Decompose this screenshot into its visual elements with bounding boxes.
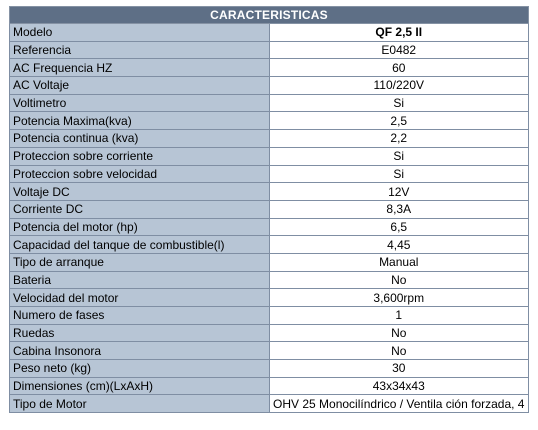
spec-label: Tipo de arranque bbox=[10, 253, 270, 271]
spec-value: No bbox=[269, 324, 529, 342]
spec-value: QF 2,5 II bbox=[269, 24, 529, 42]
spec-value: 43x34x43 bbox=[269, 377, 529, 395]
table-header-row bbox=[10, 7, 529, 24]
spec-value: No bbox=[269, 342, 529, 360]
spec-value: 6,5 bbox=[269, 218, 529, 236]
table-title: CARACTERISTICAS bbox=[10, 7, 529, 24]
table-row bbox=[10, 289, 529, 307]
spec-value: Si bbox=[269, 94, 529, 112]
table-row bbox=[10, 165, 529, 183]
table-row bbox=[10, 94, 529, 112]
spec-label: Referencia bbox=[10, 41, 270, 59]
spec-value: Si bbox=[269, 165, 529, 183]
spec-value: 2,5 bbox=[269, 112, 529, 130]
spec-label: Tipo de Motor bbox=[10, 395, 270, 413]
table-row bbox=[10, 112, 529, 130]
spec-value: 3,600rpm bbox=[269, 289, 529, 307]
spec-label: Capacidad del tanque de combustible(l) bbox=[10, 236, 270, 254]
table-row bbox=[10, 324, 529, 342]
table-row bbox=[10, 24, 529, 42]
spec-label: Proteccion sobre velocidad bbox=[10, 165, 270, 183]
spec-value: 110/220V bbox=[269, 77, 529, 95]
spec-value: 60 bbox=[269, 59, 529, 77]
spec-label: AC Voltaje bbox=[10, 77, 270, 95]
spec-label: Dimensiones (cm)(LxAxH) bbox=[10, 377, 270, 395]
table-row bbox=[10, 253, 529, 271]
spec-value: 30 bbox=[269, 360, 529, 378]
table-row bbox=[10, 200, 529, 218]
table-row bbox=[10, 360, 529, 378]
spec-value: 1 bbox=[269, 307, 529, 325]
spec-value: 4,45 bbox=[269, 236, 529, 254]
spec-value: Manual bbox=[269, 253, 529, 271]
table-row bbox=[10, 218, 529, 236]
spec-label: AC Frequencia HZ bbox=[10, 59, 270, 77]
table-row bbox=[10, 147, 529, 165]
spec-value: E0482 bbox=[269, 41, 529, 59]
spec-value: 2,2 bbox=[269, 130, 529, 148]
spec-label: Modelo bbox=[10, 24, 270, 42]
spec-value: No bbox=[269, 271, 529, 289]
table-row bbox=[10, 342, 529, 360]
table-row bbox=[10, 377, 529, 395]
spec-label: Numero de fases bbox=[10, 307, 270, 325]
table-body bbox=[10, 24, 529, 413]
table-row bbox=[10, 395, 529, 413]
spec-label: Ruedas bbox=[10, 324, 270, 342]
table-row bbox=[10, 59, 529, 77]
spec-label: Potencia del motor (hp) bbox=[10, 218, 270, 236]
spec-label: Voltimetro bbox=[10, 94, 270, 112]
table-row bbox=[10, 271, 529, 289]
spec-label: Potencia Maxima(kva) bbox=[10, 112, 270, 130]
table-row bbox=[10, 236, 529, 254]
spec-label: Corriente DC bbox=[10, 200, 270, 218]
spec-label: Potencia continua (kva) bbox=[10, 130, 270, 148]
spec-value: Si bbox=[269, 147, 529, 165]
spec-label: Cabina Insonora bbox=[10, 342, 270, 360]
spec-value: 8,3A bbox=[269, 200, 529, 218]
table-row bbox=[10, 41, 529, 59]
spec-label: Proteccion sobre corriente bbox=[10, 147, 270, 165]
spec-label: Velocidad del motor bbox=[10, 289, 270, 307]
spec-value: 12V bbox=[269, 183, 529, 201]
table-row bbox=[10, 307, 529, 325]
spec-label: Bateria bbox=[10, 271, 270, 289]
table-row bbox=[10, 77, 529, 95]
spec-label: Peso neto (kg) bbox=[10, 360, 270, 378]
table-row bbox=[10, 183, 529, 201]
table-row bbox=[10, 130, 529, 148]
spec-value: OHV 25 Monocilíndrico / Ventila ción forzada, 4 bbox=[269, 395, 529, 413]
spec-label: Voltaje DC bbox=[10, 183, 270, 201]
specifications-table bbox=[9, 6, 529, 413]
